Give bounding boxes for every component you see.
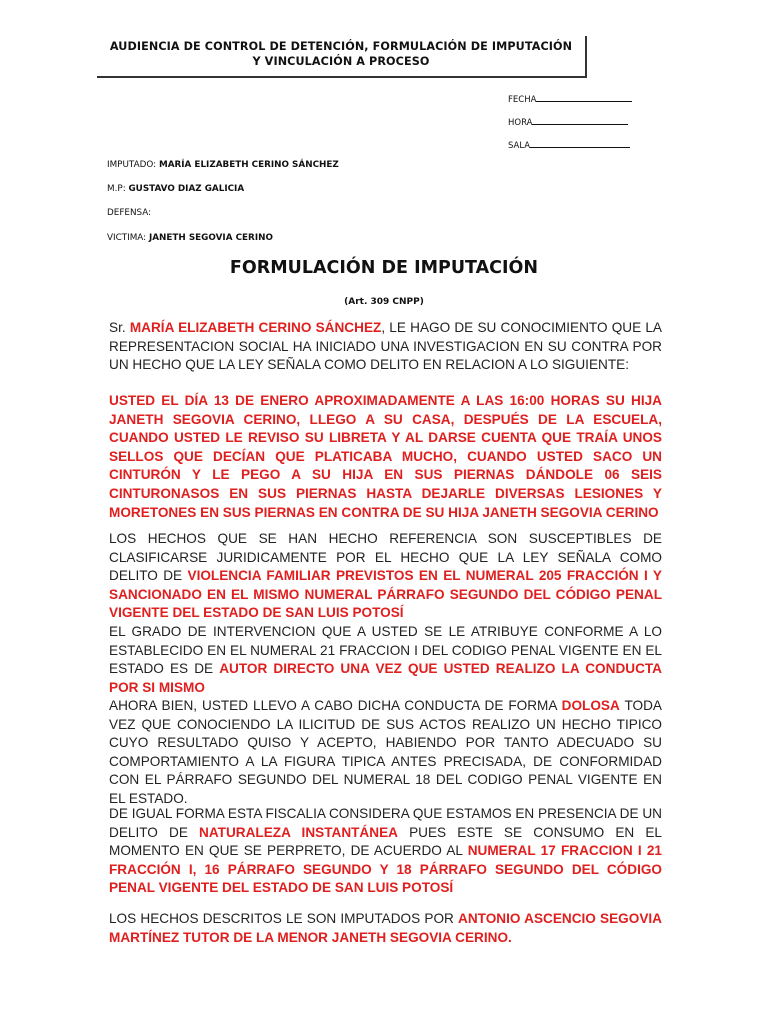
- defensa-label: DEFENSA:: [107, 208, 152, 218]
- p7-text-a: LOS HECHOS DESCRITOS LE SON IMPUTADOS POR: [109, 911, 459, 926]
- paragraph-4: [109, 623, 662, 697]
- sala-blank: [530, 138, 630, 148]
- p1-text-c: , LE HAGO DE SU CONOCIMIENTO QUE LA REPRESENTACION SOCIAL HA INICIADO UNA INVESTIGACION EN SU CONTRA POR UN HECHO QUE LA LEY SEÑALA COMO DELITO EN RELACION A LO SIGUIENTE:: [109, 320, 662, 373]
- paragraph-1: [109, 319, 662, 375]
- victima-value: JANETH SEGOVIA CERINO: [148, 233, 273, 243]
- mp-line: [107, 184, 244, 194]
- p4-red: AUTOR DIRECTO UNA VEZ QUE USTED REALIZO LA CONDUCTA POR SI MISMO: [109, 661, 663, 695]
- victima-line: [107, 233, 273, 243]
- document-title: FORMULACIÓN DE IMPUTACIÓN: [229, 258, 539, 278]
- victima-label: VICTIMA:: [107, 233, 147, 243]
- imputado-label: IMPUTADO:: [107, 160, 157, 170]
- article-reference: (Art. 309 CNPP): [344, 297, 424, 307]
- p4-text-a: EL GRADO DE INTERVENCION QUE A USTED SE LE ATRIBUYE CONFORME A LO ESTABLECIDO EN EL NUMERAL 21 FRACCION I DEL CODIGO PENAL VIGENTE EN EL ESTADO ES DE: [109, 624, 662, 677]
- hora-field: [508, 115, 628, 128]
- paragraph-6: [109, 805, 662, 898]
- mp-label: M.P:: [107, 184, 126, 194]
- fecha-label: FECHA: [508, 95, 537, 105]
- p3-text-a: LOS HECHOS QUE SE HAN HECHO REFERENCIA SON SUSCEPTIBLES DE CLASIFICARSE JURIDICAMENTE POR EL HECHO QUE LA LEY SEÑALA COMO DELITO DE: [109, 531, 662, 584]
- p1-name: MARÍA ELIZABETH CERINO SÁNCHEZ: [129, 320, 382, 335]
- paragraph-2-facts: USTED EL DÍA 13 DE ENERO APROXIMADAMENTE A LAS 16:00 HORAS SU HIJA JANETH SEGOVIA CERINO, LLEGO A SU CASA, DESPUÉS DE LA ESCUELA, CUANDO USTED LE REVISO SU LIBRETA Y AL DARSE CUENTA QUE TRAÍA UNOS SELLOS QUE DECÍAN QUE PLATICABA MUCHO, CUANDO USTED SACO UN CINTURÓN Y LE PEGO A SU HIJA EN SUS PIERNAS DÁNDOLE 06 SEIS CINTURONASOS EN SUS PIERNAS HASTA DEJARLE DIVERSAS LESIONES Y MORETONES EN SUS PIERNAS EN CONTRA DE SU HIJA JANETH SEGOVIA CERINO: [109, 393, 662, 520]
- defensa-line: [107, 208, 151, 218]
- hora-blank: [532, 115, 628, 125]
- p5-red: DOLOSA: [561, 698, 620, 713]
- sala-field: [508, 138, 630, 151]
- p6-text-c: PUES ESTE SE CONSUMO EN EL MOMENTO EN QUE SE PERPRETO, DE ACUERDO AL: [109, 824, 662, 859]
- p5-text-a: AHORA BIEN, USTED LLEVO A CABO DICHA CONDUCTA DE FORMA: [109, 698, 562, 713]
- p5-text-c: TODA VEZ QUE CONOCIENDO LA ILICITUD DE SUS ACTOS REALIZO UN HECHO TIPICO CUYO RESULTADO QUISO Y ACEPTO, HABIENDO POR TANTO ADECUADO SU COMPORTAMIENTO A LA FIGURA TIPICA ANTES PRECISADA, DE CONFORMIDAD CON EL PÁRRAFO SEGUNDO DEL NUMERAL 18 DEL CODIGO PENAL VIGENTE EN EL ESTADO.: [109, 698, 663, 806]
- imputado-line: [107, 160, 339, 170]
- document-header: [97, 36, 587, 78]
- p6-text-a: DE IGUAL FORMA ESTA FISCALIA CONSIDERA QUE ESTAMOS EN PRESENCIA DE UN DELITO DE: [109, 806, 662, 840]
- fecha-blank: [536, 92, 632, 102]
- paragraph-5: [109, 697, 662, 809]
- header-line-2: Y VINCULACIÓN A PROCESO: [252, 55, 430, 68]
- paragraph-7: [109, 910, 662, 947]
- imputado-value: MARÍA ELIZABETH CERINO SÁNCHEZ: [158, 160, 339, 170]
- p7-red: ANTONIO ASCENCIO SEGOVIA MARTÍNEZ TUTOR DE LA MENOR JANETH SEGOVIA CERINO.: [109, 911, 662, 945]
- p1-text-a: Sr.: [109, 320, 130, 335]
- p3-red: VIOLENCIA FAMILIAR PREVISTOS EN EL NUMERAL 205 FRACCIÓN I Y SANCIONADO EN EL MISMO NUMERAL PÁRRAFO SEGUNDO DEL CÓDIGO PENAL VIGENTE DEL ESTADO DE SAN LUIS POTOSÍ: [109, 568, 662, 621]
- header-line-1: AUDIENCIA DE CONTROL DE DETENCIÓN, FORMULACIÓN DE IMPUTACIÓN: [109, 40, 573, 53]
- mp-value: GUSTAVO DIAZ GALICIA: [128, 184, 245, 194]
- paragraph-3: [109, 530, 662, 623]
- hora-label: HORA: [508, 118, 533, 128]
- sala-label: SALA: [508, 141, 531, 151]
- p6-red-2: NUMERAL 17 FRACCION I 21 FRACCIÓN I, 16 PÁRRAFO SEGUNDO Y 18 PÁRRAFO SEGUNDO DEL CÓDIGO PENAL VIGENTE DEL ESTADO DE SAN LUIS POTOSÍ: [109, 843, 662, 896]
- p6-red-1: NATURALEZA INSTANTÁNEA: [199, 824, 398, 840]
- fecha-field: [508, 92, 632, 105]
